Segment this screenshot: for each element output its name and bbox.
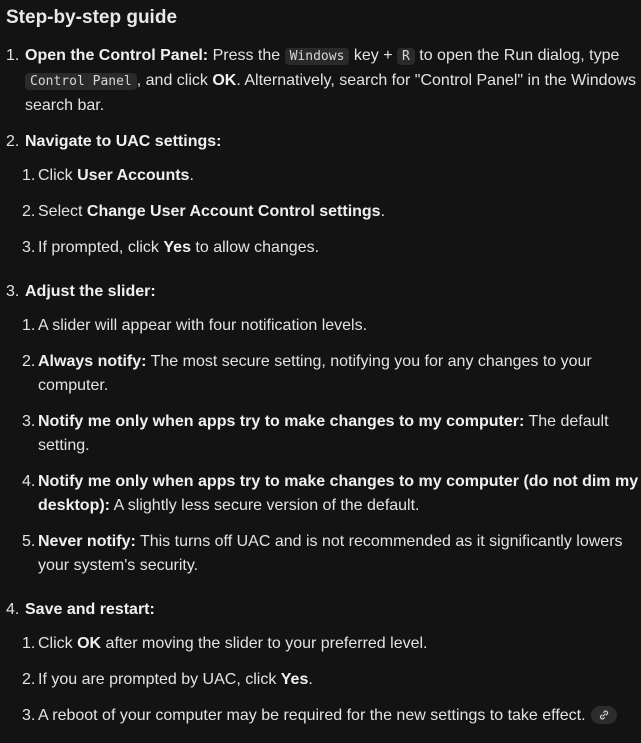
substep-bold: Never notify: xyxy=(38,533,136,550)
step-3 xyxy=(6,280,641,578)
step-title: Adjust the slider: xyxy=(25,283,156,300)
substep-bold: Yes xyxy=(163,239,191,256)
step-text: . Alternatively, search for "Control Panel" in the Windows search bar. xyxy=(25,72,637,114)
substep-number: 1. xyxy=(22,635,36,652)
substep-item xyxy=(22,410,641,458)
substep-item xyxy=(22,236,641,260)
step-title: Open the Control Panel: xyxy=(25,47,209,64)
substep-bold: User Accounts xyxy=(77,167,190,184)
substep-number: 2. xyxy=(22,353,36,370)
substep-bold: OK xyxy=(77,635,102,652)
substep-text: A reboot of your computer may be required for the new settings to take effect. xyxy=(38,707,586,724)
substep-text: The default setting. xyxy=(38,413,609,454)
substep-number: 5. xyxy=(22,533,36,550)
substep-number: 3. xyxy=(22,707,36,724)
substep-bold: Notify me only when apps try to make changes to my computer (do not dim my desktop): xyxy=(38,473,639,514)
inline-code-windows: Windows xyxy=(285,48,350,65)
substep-text: . xyxy=(189,167,194,184)
step-number: 3. xyxy=(6,283,20,300)
substep-item xyxy=(22,530,641,578)
step-title: Navigate to UAC settings: xyxy=(25,133,222,150)
substep-text: to allow changes. xyxy=(190,239,320,256)
substep-text: A slightly less secure version of the default. xyxy=(110,497,420,514)
substep-number: 2. xyxy=(22,203,36,220)
substep-number: 2. xyxy=(22,671,36,688)
substep-text: A slider will appear with four notification levels. xyxy=(38,317,368,334)
substep-bold: Always notify: xyxy=(38,353,147,370)
substep-item xyxy=(22,200,641,224)
inline-code-control-panel: Control Panel xyxy=(25,73,137,90)
substeps-list xyxy=(6,632,641,728)
step-title: Save and restart: xyxy=(25,601,155,618)
substep-text: . xyxy=(380,203,386,220)
substep-item xyxy=(22,632,641,656)
source-link-button[interactable] xyxy=(591,706,617,724)
substep-text: Select xyxy=(38,203,87,220)
step-number: 4. xyxy=(6,601,20,618)
step-number: 2. xyxy=(6,133,20,150)
step-text: , and click xyxy=(136,72,213,89)
inline-code-r: R xyxy=(397,48,415,65)
substep-bold: Yes xyxy=(280,671,309,688)
step-number: 1. xyxy=(6,47,20,64)
substep-bold: Change User Account Control settings xyxy=(86,203,381,220)
substep-item xyxy=(22,164,641,188)
substep-item xyxy=(22,350,641,398)
substep-text: after moving the slider to your preferred level. xyxy=(101,635,428,652)
substeps-list xyxy=(6,314,641,578)
substep-text: This turns off UAC and is not recommended as it significantly lowers your system's security. xyxy=(38,533,623,574)
step-4 xyxy=(6,598,641,728)
step-text: key + xyxy=(349,47,397,64)
substep-text: Click xyxy=(38,635,78,652)
substep-number: 1. xyxy=(22,317,36,334)
steps-list xyxy=(6,44,641,728)
substep-text: If prompted, click xyxy=(38,239,164,256)
link-icon xyxy=(598,709,610,721)
substep-number: 4. xyxy=(22,473,36,490)
bold-ok: OK xyxy=(212,72,237,89)
step-body xyxy=(25,44,641,118)
substep-item xyxy=(22,314,641,338)
substep-number: 1. xyxy=(22,167,36,184)
substep-text: Click xyxy=(38,167,78,184)
substep-number: 3. xyxy=(22,413,36,430)
substeps-list xyxy=(6,164,641,260)
substep-text: The most secure setting, notifying you for any changes to your computer. xyxy=(38,353,592,394)
substep-text: . xyxy=(308,671,313,688)
guide-heading: Step-by-step guide xyxy=(6,7,178,28)
substep-item xyxy=(22,704,641,728)
substep-number: 3. xyxy=(22,239,36,256)
step-text: Press the xyxy=(208,47,285,64)
substep-item xyxy=(22,470,641,518)
substep-item xyxy=(22,668,641,692)
step-2 xyxy=(6,130,641,260)
substep-bold: Notify me only when apps try to make changes to my computer: xyxy=(38,413,525,430)
step-1 xyxy=(6,44,641,118)
step-text: to open the Run dialog, type xyxy=(414,47,620,64)
substep-text: If you are prompted by UAC, click xyxy=(38,671,281,688)
